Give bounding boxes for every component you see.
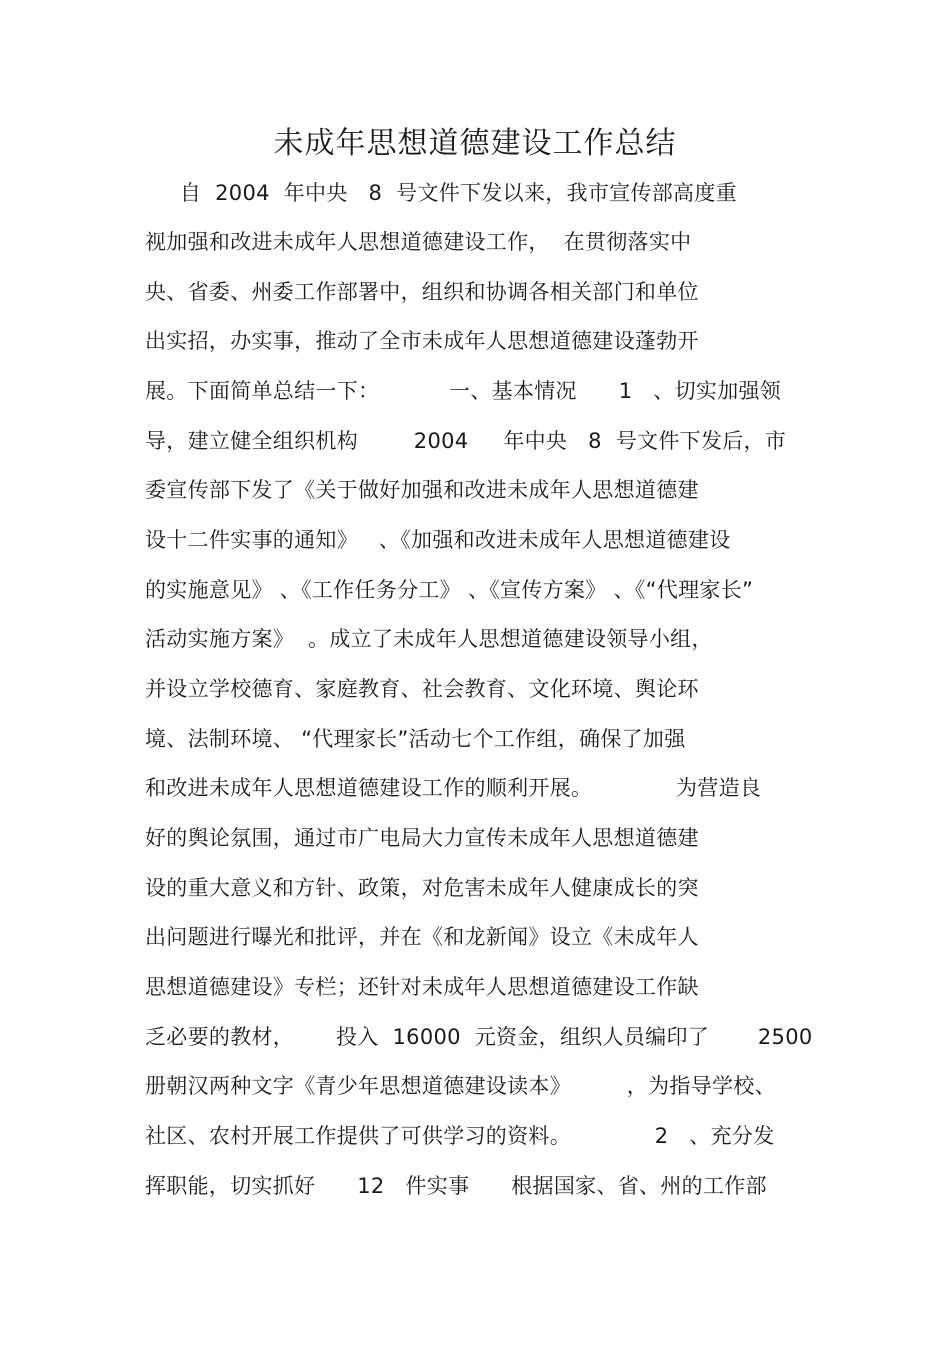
body-line-13: 和改进未成年人思想道德建设工作的顺利开展。 为营造良 bbox=[145, 776, 762, 800]
body-line-9: 的实施意见》 、《工作任务分工》 、《宣传方案》 、《“代理家长” bbox=[145, 578, 754, 602]
body-line-7: 委宣传部下发了《关于做好加强和改进未成年人思想道德建 bbox=[145, 478, 699, 502]
body-line-8: 设十二件实事的通知》 、《加强和改进未成年人思想道德建设 bbox=[145, 528, 731, 552]
body-line-20: 社区、农村开展工作提供了可供学习的资料。 2 、充分发 bbox=[145, 1124, 775, 1148]
body-line-18: 乏必要的教材， 投入 16000 元资金，组织人员编印了 2500 bbox=[145, 1025, 813, 1049]
body-line-4: 出实招，办实事，推动了全市未成年人思想道德建设蓬勃开 bbox=[145, 329, 699, 353]
body-line-11: 并设立学校德育、家庭教育、社会教育、文化环境、舆论环 bbox=[145, 677, 699, 701]
body-line-12: 境、法制环境、 “代理家长”活动七个工作组，确保了加强 bbox=[145, 727, 686, 751]
body-line-14: 好的舆论氛围，通过市广电局大力宣传未成年人思想道德建 bbox=[145, 826, 699, 850]
body-line-19: 册朝汉两种文字《青少年思想道德建设读本》 ，为指导学校、 bbox=[145, 1074, 776, 1098]
body-line-6: 导，建立健全组织机构 2004 年中央 8 号文件下发后，市 bbox=[145, 429, 787, 453]
body-line-17: 思想道德建设》专栏；还针对未成年人思想道德建设工作缺 bbox=[145, 975, 699, 999]
document-title: 未成年思想道德建设工作总结 bbox=[273, 126, 677, 161]
body-line-3: 央、省委、州委工作部署中，组织和协调各相关部门和单位 bbox=[145, 280, 699, 304]
body-line-15: 设的重大意义和方针、政策，对危害未成年人健康成长的突 bbox=[145, 876, 699, 900]
body-line-10: 活动实施方案》 。成立了未成年人思想道德建设领导小组， bbox=[145, 627, 713, 651]
body-line-21: 挥职能，切实抓好 12 件实事 根据国家、省、州的工作部 bbox=[145, 1174, 767, 1198]
body-line-16: 出问题进行曝光和批评，并在《和龙新闻》设立《未成年人 bbox=[145, 925, 699, 949]
body-line-1: 自 2004 年中央 8 号文件下发以来，我市宣传部高度重 bbox=[145, 181, 737, 205]
body-line-5: 展。下面简单总结一下： 一、基本情况 1 、切实加强领 bbox=[145, 379, 782, 403]
body-line-2: 视加强和改进未成年人思想道德建设工作， 在贯彻落实中 bbox=[145, 230, 692, 254]
